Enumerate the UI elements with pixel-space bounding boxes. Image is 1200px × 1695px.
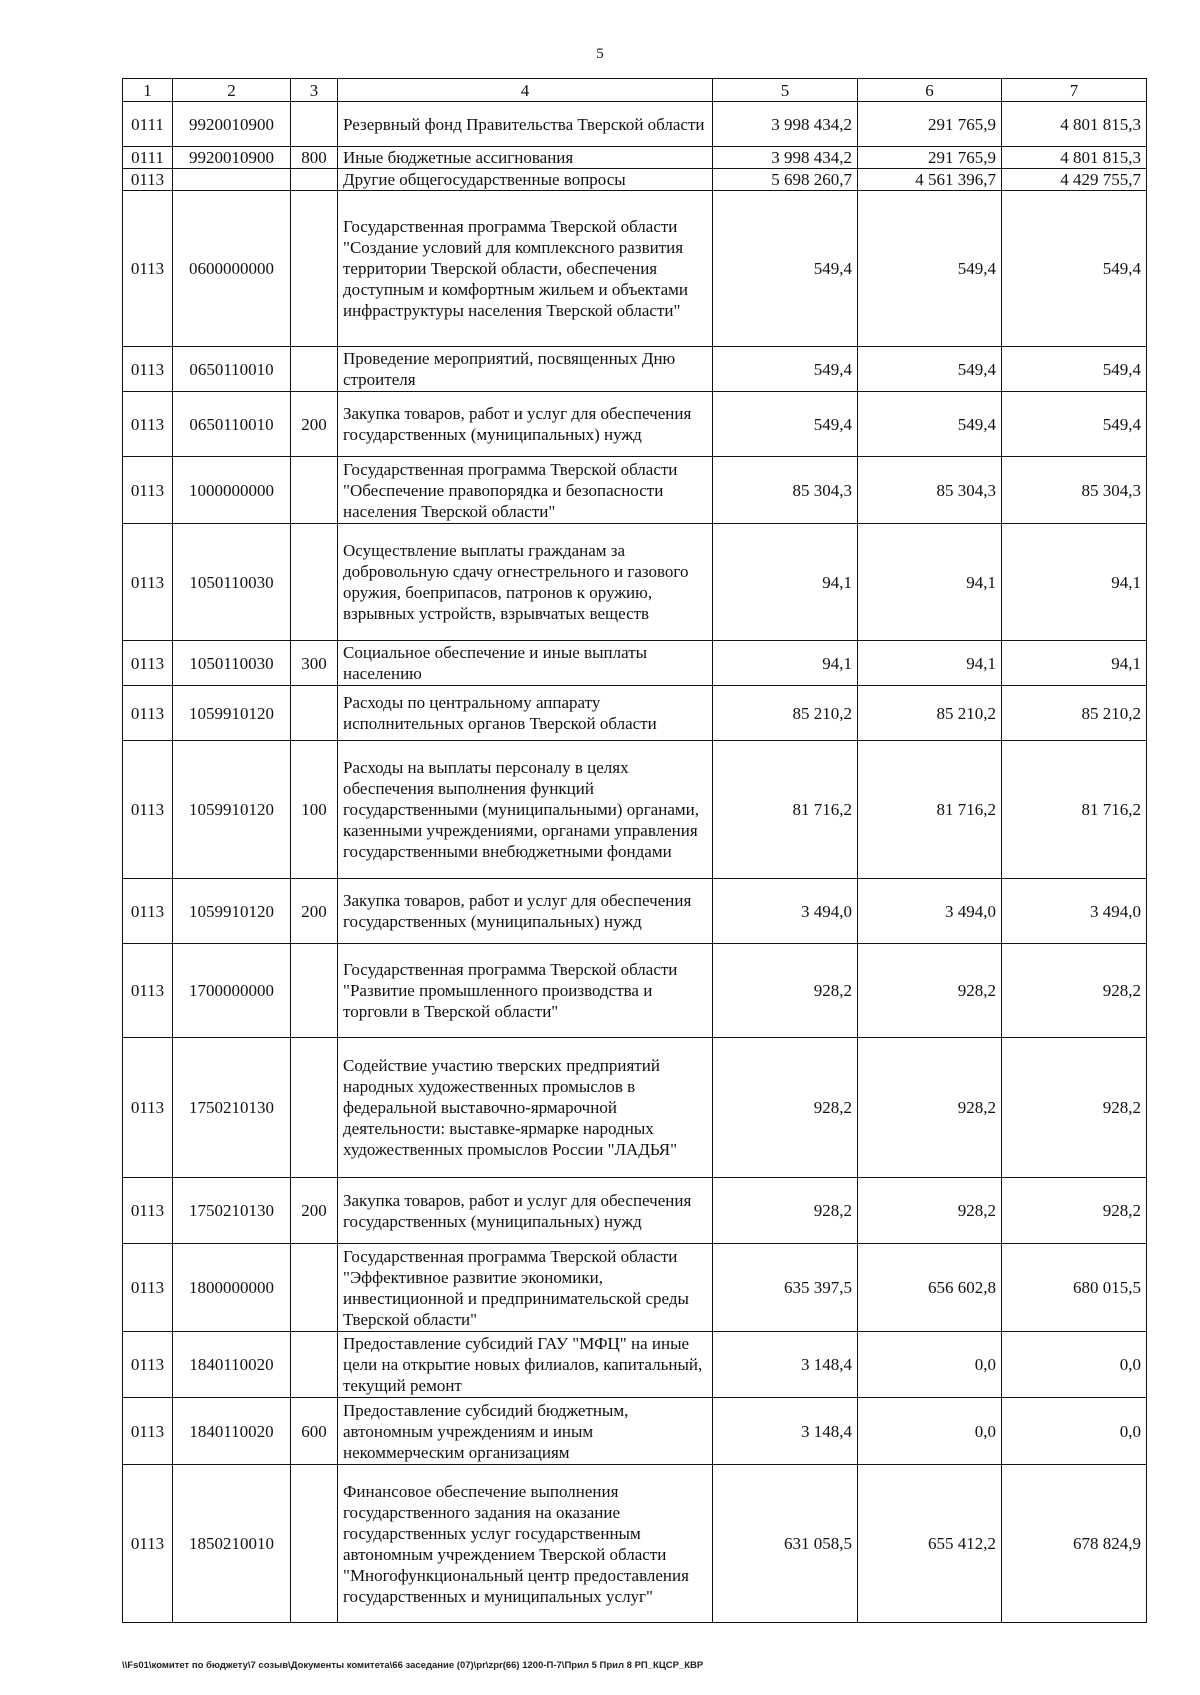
amount-col5-cell: 85 304,3 [713,457,858,524]
item-name-cell: Осуществление выплаты гражданам за добровольную сдачу огнестрельного и газового оружия, боеприпасов, патронов к оружию, взрывных устройств, взрывчатых веществ [338,524,713,641]
col-header-4: 4 [338,79,713,102]
item-name-cell: Государственная программа Тверской области "Создание условий для комплексного развития территории Тверской области, обеспечения доступным и комфортным жильем и объектами инфраструктуры населения Тверской области" [338,191,713,347]
expense-type-cell: 200 [291,1178,338,1244]
section-cell: 0113 [123,1332,173,1398]
table-row [123,392,1147,457]
amount-col5-cell: 85 210,2 [713,686,858,741]
table-row [123,879,1147,944]
table-row [123,686,1147,741]
item-name-cell: Закупка товаров, работ и услуг для обеспечения государственных (муниципальных) нужд [338,1178,713,1244]
expense-type-cell [291,944,338,1038]
target-code-cell: 1850210010 [173,1465,291,1623]
table-row [123,741,1147,879]
amount-col6-cell: 3 494,0 [858,879,1002,944]
target-code-cell: 1059910120 [173,741,291,879]
amount-col7-cell: 928,2 [1002,1038,1147,1178]
amount-col6-cell: 549,4 [858,191,1002,347]
section-cell: 0113 [123,641,173,686]
target-code-cell: 9920010900 [173,147,291,169]
item-name-cell: Иные бюджетные ассигнования [338,147,713,169]
item-name-cell: Проведение мероприятий, посвященных Дню строителя [338,347,713,392]
header-row [123,79,1147,102]
section-cell: 0113 [123,944,173,1038]
section-cell: 0113 [123,1038,173,1178]
expense-type-cell: 600 [291,1398,338,1465]
target-code-cell: 1840110020 [173,1332,291,1398]
amount-col7-cell: 678 824,9 [1002,1465,1147,1623]
item-name-cell: Закупка товаров, работ и услуг для обеспечения государственных (муниципальных) нужд [338,392,713,457]
table-body [123,102,1147,1623]
expense-type-cell: 300 [291,641,338,686]
expense-type-cell [291,191,338,347]
amount-col5-cell: 94,1 [713,641,858,686]
budget-table [122,78,1147,1623]
amount-col5-cell: 928,2 [713,944,858,1038]
amount-col6-cell: 0,0 [858,1332,1002,1398]
amount-col5-cell: 5 698 260,7 [713,169,858,191]
section-cell: 0113 [123,169,173,191]
amount-col7-cell: 928,2 [1002,944,1147,1038]
amount-col7-cell: 4 429 755,7 [1002,169,1147,191]
expense-type-cell [291,1332,338,1398]
amount-col7-cell: 549,4 [1002,392,1147,457]
table-row [123,944,1147,1038]
item-name-cell: Закупка товаров, работ и услуг для обеспечения государственных (муниципальных) нужд [338,879,713,944]
amount-col6-cell: 928,2 [858,1178,1002,1244]
expense-type-cell [291,169,338,191]
amount-col7-cell: 549,4 [1002,191,1147,347]
amount-col7-cell: 0,0 [1002,1332,1147,1398]
item-name-cell: Государственная программа Тверской области "Развитие промышленного производства и торговли в Тверской области" [338,944,713,1038]
section-cell: 0113 [123,392,173,457]
target-code-cell: 1050110030 [173,641,291,686]
amount-col7-cell: 0,0 [1002,1398,1147,1465]
amount-col5-cell: 631 058,5 [713,1465,858,1623]
amount-col7-cell: 85 210,2 [1002,686,1147,741]
amount-col7-cell: 81 716,2 [1002,741,1147,879]
table-row [123,1398,1147,1465]
section-cell: 0113 [123,524,173,641]
item-name-cell: Государственная программа Тверской области "Эффективное развитие экономики, инвестиционной и предпринимательской среды Тверской области" [338,1244,713,1332]
item-name-cell: Резервный фонд Правительства Тверской области [338,102,713,147]
table-row [123,1178,1147,1244]
amount-col6-cell: 81 716,2 [858,741,1002,879]
col-header-5: 5 [713,79,858,102]
amount-col6-cell: 928,2 [858,944,1002,1038]
target-code-cell: 1700000000 [173,944,291,1038]
amount-col5-cell: 549,4 [713,392,858,457]
table-row [123,524,1147,641]
item-name-cell: Другие общегосударственные вопросы [338,169,713,191]
amount-col7-cell: 85 304,3 [1002,457,1147,524]
section-cell: 0111 [123,147,173,169]
col-header-3: 3 [291,79,338,102]
table-row [123,347,1147,392]
expense-type-cell [291,1244,338,1332]
section-cell: 0113 [123,686,173,741]
amount-col5-cell: 3 148,4 [713,1398,858,1465]
amount-col5-cell: 3 494,0 [713,879,858,944]
target-code-cell: 1050110030 [173,524,291,641]
footer-file-path: \\Fs01\комитет по бюджету\7 созыв\Документы комитета\66 заседание (07)\pr\zpr(66) 1200-П-7\Прил 5 Прил 8 РП_КЦСР_КВР [122,1660,704,1671]
amount-col6-cell: 85 210,2 [858,686,1002,741]
target-code-cell: 0600000000 [173,191,291,347]
amount-col6-cell: 4 561 396,7 [858,169,1002,191]
amount-col7-cell: 928,2 [1002,1178,1147,1244]
amount-col6-cell: 0,0 [858,1398,1002,1465]
table-row [123,102,1147,147]
amount-col5-cell: 928,2 [713,1038,858,1178]
amount-col7-cell: 94,1 [1002,641,1147,686]
amount-col6-cell: 549,4 [858,347,1002,392]
expense-type-cell [291,347,338,392]
amount-col7-cell: 94,1 [1002,524,1147,641]
item-name-cell: Государственная программа Тверской области "Обеспечение правопорядка и безопасности населения Тверской области" [338,457,713,524]
amount-col7-cell: 4 801 815,3 [1002,102,1147,147]
amount-col6-cell: 85 304,3 [858,457,1002,524]
item-name-cell: Предоставление субсидий ГАУ "МФЦ" на иные цели на открытие новых филиалов, капитальный, текущий ремонт [338,1332,713,1398]
item-name-cell: Расходы по центральному аппарату исполнительных органов Тверской области [338,686,713,741]
expense-type-cell: 100 [291,741,338,879]
section-cell: 0113 [123,1465,173,1623]
section-cell: 0113 [123,1398,173,1465]
section-cell: 0113 [123,1178,173,1244]
target-code-cell: 1000000000 [173,457,291,524]
table-row [123,147,1147,169]
amount-col6-cell: 291 765,9 [858,147,1002,169]
amount-col5-cell: 3 148,4 [713,1332,858,1398]
col-header-7: 7 [1002,79,1147,102]
item-name-cell: Финансовое обеспечение выполнения государственного задания на оказание государственных услуг государственным автономным учреждением Тверской области "Многофункциональный центр предоставления государственных и муниципальных услуг" [338,1465,713,1623]
expense-type-cell: 200 [291,392,338,457]
amount-col5-cell: 3 998 434,2 [713,147,858,169]
target-code-cell: 9920010900 [173,102,291,147]
amount-col6-cell: 94,1 [858,524,1002,641]
expense-type-cell [291,102,338,147]
amount-col7-cell: 680 015,5 [1002,1244,1147,1332]
amount-col6-cell: 656 602,8 [858,1244,1002,1332]
amount-col5-cell: 635 397,5 [713,1244,858,1332]
section-cell: 0113 [123,191,173,347]
page-number: 5 [596,46,604,62]
target-code-cell: 1059910120 [173,879,291,944]
target-code-cell: 1059910120 [173,686,291,741]
expense-type-cell: 800 [291,147,338,169]
target-code-cell: 1750210130 [173,1178,291,1244]
table-row [123,1038,1147,1178]
expense-type-cell [291,524,338,641]
section-cell: 0113 [123,879,173,944]
amount-col7-cell: 4 801 815,3 [1002,147,1147,169]
table-row [123,1244,1147,1332]
expense-type-cell [291,457,338,524]
target-code-cell: 1800000000 [173,1244,291,1332]
amount-col7-cell: 549,4 [1002,347,1147,392]
item-name-cell: Социальное обеспечение и иные выплаты населению [338,641,713,686]
col-header-1: 1 [123,79,173,102]
table-row [123,457,1147,524]
amount-col7-cell: 3 494,0 [1002,879,1147,944]
col-header-2: 2 [173,79,291,102]
section-cell: 0113 [123,457,173,524]
table-row [123,1332,1147,1398]
amount-col5-cell: 3 998 434,2 [713,102,858,147]
section-cell: 0113 [123,741,173,879]
amount-col5-cell: 928,2 [713,1178,858,1244]
target-code-cell [173,169,291,191]
amount-col6-cell: 655 412,2 [858,1465,1002,1623]
amount-col5-cell: 549,4 [713,347,858,392]
target-code-cell: 0650110010 [173,392,291,457]
expense-type-cell: 200 [291,879,338,944]
target-code-cell: 1750210130 [173,1038,291,1178]
section-cell: 0113 [123,1244,173,1332]
amount-col5-cell: 81 716,2 [713,741,858,879]
target-code-cell: 0650110010 [173,347,291,392]
section-cell: 0113 [123,347,173,392]
section-cell: 0111 [123,102,173,147]
amount-col6-cell: 94,1 [858,641,1002,686]
amount-col6-cell: 291 765,9 [858,102,1002,147]
amount-col5-cell: 549,4 [713,191,858,347]
amount-col6-cell: 549,4 [858,392,1002,457]
col-header-6: 6 [858,79,1002,102]
table-row [123,169,1147,191]
expense-type-cell [291,686,338,741]
item-name-cell: Расходы на выплаты персоналу в целях обеспечения выполнения функций государственными (муниципальными) органами, казенными учреждениями, органами управления государственными внебюджетными фондами [338,741,713,879]
amount-col6-cell: 928,2 [858,1038,1002,1178]
amount-col5-cell: 94,1 [713,524,858,641]
expense-type-cell [291,1038,338,1178]
item-name-cell: Предоставление субсидий бюджетным, автономным учреждениям и иным некоммерческим организациям [338,1398,713,1465]
item-name-cell: Содействие участию тверских предприятий народных художественных промыслов в федеральной выставочно-ярмарочной деятельности: выставке-ярмарке народных художественных промыслов России "ЛАДЬЯ" [338,1038,713,1178]
table-row [123,1465,1147,1623]
target-code-cell: 1840110020 [173,1398,291,1465]
table-row [123,641,1147,686]
table-row [123,191,1147,347]
expense-type-cell [291,1465,338,1623]
